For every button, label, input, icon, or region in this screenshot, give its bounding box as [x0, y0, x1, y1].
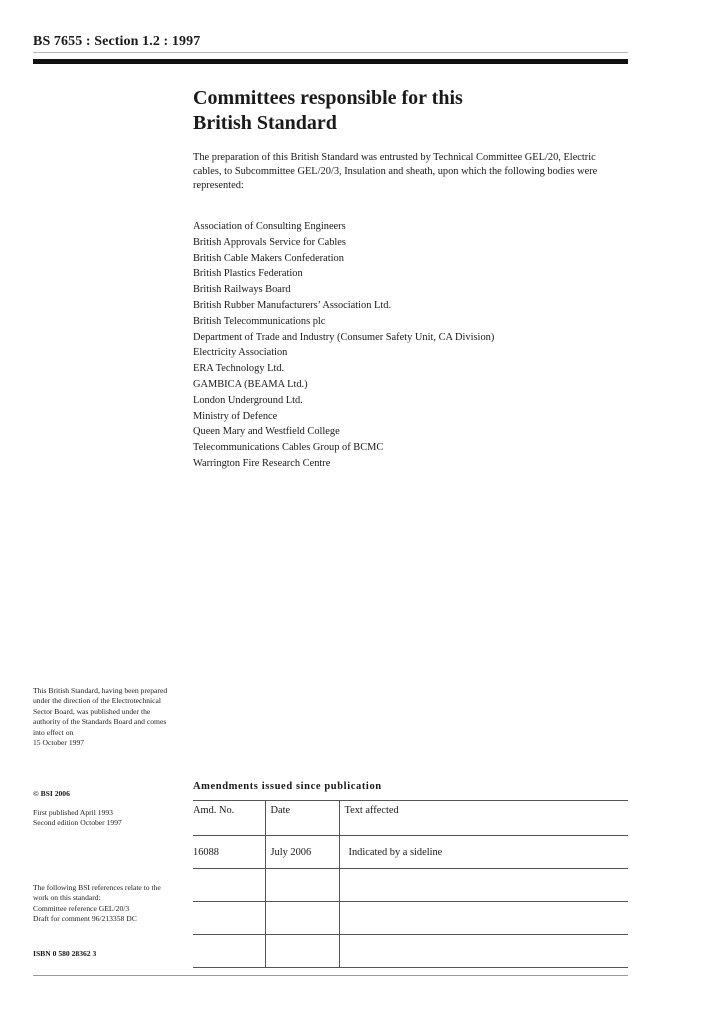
draft-comment-reference: Draft for comment 96/213358 DC [33, 914, 137, 924]
body-item: London Underground Ltd. [193, 394, 303, 406]
body-item: Association of Consulting Engineers [193, 221, 346, 232]
body-item: Ministry of Defence [193, 410, 278, 422]
second-edition: Second edition October 1997 [33, 818, 122, 828]
text-affected-cell [339, 902, 628, 935]
publication-statement-text: This British Standard, having been prepared under the direction of the Electrotechnical Sector Board, was published under the authority of the Standards Board and comes into effect on [33, 686, 168, 737]
date-cell: July 2006 [265, 836, 339, 869]
references-intro: The following BSI references relate to the work on this standard: [33, 883, 161, 903]
body-item: British Railways Board [193, 284, 291, 296]
document-header-title: BS 7655 : Section 1.2 : 1997 [33, 34, 201, 49]
committee-reference: Committee reference GEL/20/3 [33, 903, 130, 913]
amendments-heading: Amendments issued since publication [193, 781, 382, 792]
intro-paragraph: The preparation of this British Standard was entrusted by Technical Committee GEL/20, Electric cables, to Subcommittee GEL/20/3, Insulation and sheath, upon which the following bodies were represented: [193, 152, 598, 191]
body-item: ERA Technology Ltd. [193, 363, 285, 375]
header-thin-rule [33, 52, 628, 53]
publication-statement [33, 686, 173, 748]
table-row [193, 902, 628, 935]
table-row [193, 836, 628, 869]
footer-rule [33, 975, 628, 976]
page-title-line-2: British Standard [193, 112, 337, 134]
column-header-date: Date [265, 801, 339, 836]
date-cell [265, 935, 339, 968]
page-title-line-1: Committees responsible for this [193, 87, 463, 109]
amd-no-cell [193, 869, 265, 902]
text-affected-cell: Indicated by a sideline [339, 836, 628, 869]
body-item: Electricity Association [193, 347, 288, 359]
bsi-references [33, 883, 173, 925]
page-title [193, 86, 613, 136]
body-item: British Rubber Manufacturers’ Association Ltd. [193, 299, 392, 311]
header-thick-rule [33, 59, 628, 64]
body-item: GAMBICA (BEAMA Ltd.) [193, 378, 308, 390]
amd-no-cell [193, 902, 265, 935]
body-item: British Cable Makers Confederation [193, 252, 344, 264]
body-item: Warrington Fire Research Centre [193, 457, 331, 469]
edition-history [33, 808, 173, 829]
text-affected-cell [339, 869, 628, 902]
body-item: British Plastics Federation [193, 268, 303, 280]
table-row [193, 935, 628, 968]
column-header-text-affected: Text affected [339, 801, 628, 836]
body-item: British Approvals Service for Cables [193, 236, 346, 248]
isbn: ISBN 0 580 28362 3 [33, 949, 97, 958]
amendments-header-row [193, 801, 628, 836]
body-item: British Telecommunications plc [193, 315, 326, 327]
body-item: Department of Trade and Industry (Consumer Safety Unit, CA Division) [193, 331, 495, 343]
date-cell [265, 902, 339, 935]
amd-no-cell: 16088 [193, 846, 219, 858]
text-affected-cell [339, 935, 628, 968]
body-item: Telecommunications Cables Group of BCMC [193, 442, 384, 454]
effective-date: 15 October 1997 [33, 738, 85, 748]
body-item: Queen Mary and Westfield College [193, 426, 340, 438]
first-published: First published April 1993 [33, 808, 113, 817]
table-row [193, 869, 628, 902]
amd-no-cell [193, 935, 265, 968]
column-header-amd-no: Amd. No. [193, 805, 235, 816]
amendments-table [193, 800, 628, 968]
date-cell [265, 869, 339, 902]
represented-bodies-list [193, 219, 494, 472]
copyright-notice: © BSI 2006 [33, 789, 70, 798]
